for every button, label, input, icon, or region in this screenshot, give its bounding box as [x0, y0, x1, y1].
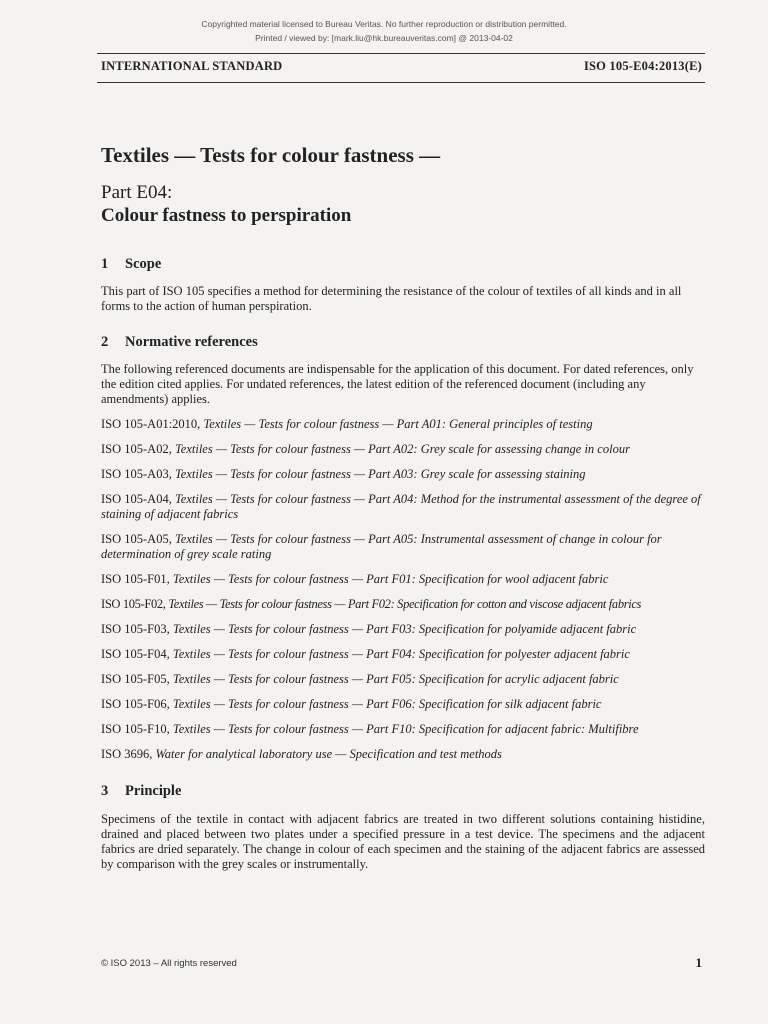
reference-item: ISO 105-A01:2010, Textiles — Tests for colour fastness — Part A01: General principles of testing — [101, 417, 593, 431]
section-title: Principle — [125, 783, 182, 799]
scope-paragraph: This part of ISO 105 specifies a method for determining the resistance of the colour of textiles of all kinds and in all forms to the action of human perspiration. — [101, 284, 682, 313]
section-number: 3 — [101, 783, 109, 799]
section-heading-principle — [101, 783, 181, 800]
reference-item: ISO 105-A03, Textiles — Tests for colour fastness — Part A03: Grey scale for assessing staining — [101, 467, 586, 481]
reference-item: ISO 105-A04, Textiles — Tests for colour fastness — Part A04: Method for the instrumental assessment of the degree of staining of adjacent fabrics — [101, 492, 701, 521]
section-title: Normative references — [125, 334, 258, 350]
reference-item: ISO 105-A02, Textiles — Tests for colour fastness — Part A02: Grey scale for assessing change in colour — [101, 442, 630, 456]
principle-paragraph: Specimens of the textile in contact with adjacent fabrics are treated in two different solutions containing histidine, drained and placed between two plates under a specified pressure in a test device. The specimens and the adjacent fabrics are dried separately. The change in colour of each specimen and the staining of the adjacent fabrics are assessed by comparison with the grey scales or instrumentally. — [101, 812, 705, 871]
reference-item: ISO 105-F01, Textiles — Tests for colour fastness — Part F01: Specification for wool adjacent fabric — [101, 572, 609, 586]
section-title: Scope — [125, 256, 162, 272]
normative-references-paragraph: The following referenced documents are indispensable for the application of this document. For dated references, only the edition cited applies. For undated references, the latest edition of the referenced document (including any amendments) applies. — [101, 362, 694, 406]
reference-item: ISO 105-A05, Textiles — Tests for colour fastness — Part A05: Instrumental assessment of change in colour for determination of grey scale rating — [101, 532, 662, 561]
section-heading-normative-references — [101, 334, 258, 351]
document-subtitle: Colour fastness to perspiration — [101, 205, 352, 226]
copyright-notice-line-1: Copyrighted material licensed to Bureau Veritas. No further reproduction or distribution permitted. — [201, 19, 567, 29]
section-number: 2 — [101, 334, 109, 350]
standard-number: ISO 105-E04:2013(E) — [583, 59, 702, 73]
page-number: 1 — [695, 955, 702, 970]
reference-item: ISO 105-F10, Textiles — Tests for colour fastness — Part F10: Specification for adjacent fabric: Multifibre — [101, 722, 639, 736]
copyright-notice-line-2: Printed / viewed by: [mark.liu@hk.bureauveritas.com] @ 2013-04-02 — [255, 33, 513, 43]
reference-item: ISO 105-F02, Textiles — Tests for colour fastness — Part F02: Specification for cotton and viscose adjacent fabrics — [101, 597, 642, 611]
reference-item: ISO 105-F05, Textiles — Tests for colour fastness — Part F05: Specification for acrylic adjacent fabric — [101, 672, 619, 686]
reference-item: ISO 105-F04, Textiles — Tests for colour fastness — Part F04: Specification for polyester adjacent fabric — [101, 647, 630, 661]
document-title: Textiles — Tests for colour fastness — — [101, 143, 441, 167]
header-rule-top — [97, 53, 705, 54]
reference-item: ISO 3696, Water for analytical laboratory use — Specification and test methods — [101, 747, 502, 761]
section-number: 1 — [101, 256, 109, 272]
header-rule-bottom — [97, 82, 705, 83]
reference-item: ISO 105-F03, Textiles — Tests for colour fastness — Part F03: Specification for polyamide adjacent fabric — [101, 622, 637, 636]
section-heading-scope — [101, 256, 161, 273]
standard-type-label: INTERNATIONAL STANDARD — [101, 59, 283, 73]
footer-copyright: © ISO 2013 – All rights reserved — [101, 958, 237, 969]
reference-item: ISO 105-F06, Textiles — Tests for colour fastness — Part F06: Specification for silk adjacent fabric — [101, 697, 602, 711]
document-part: Part E04: — [101, 182, 173, 203]
